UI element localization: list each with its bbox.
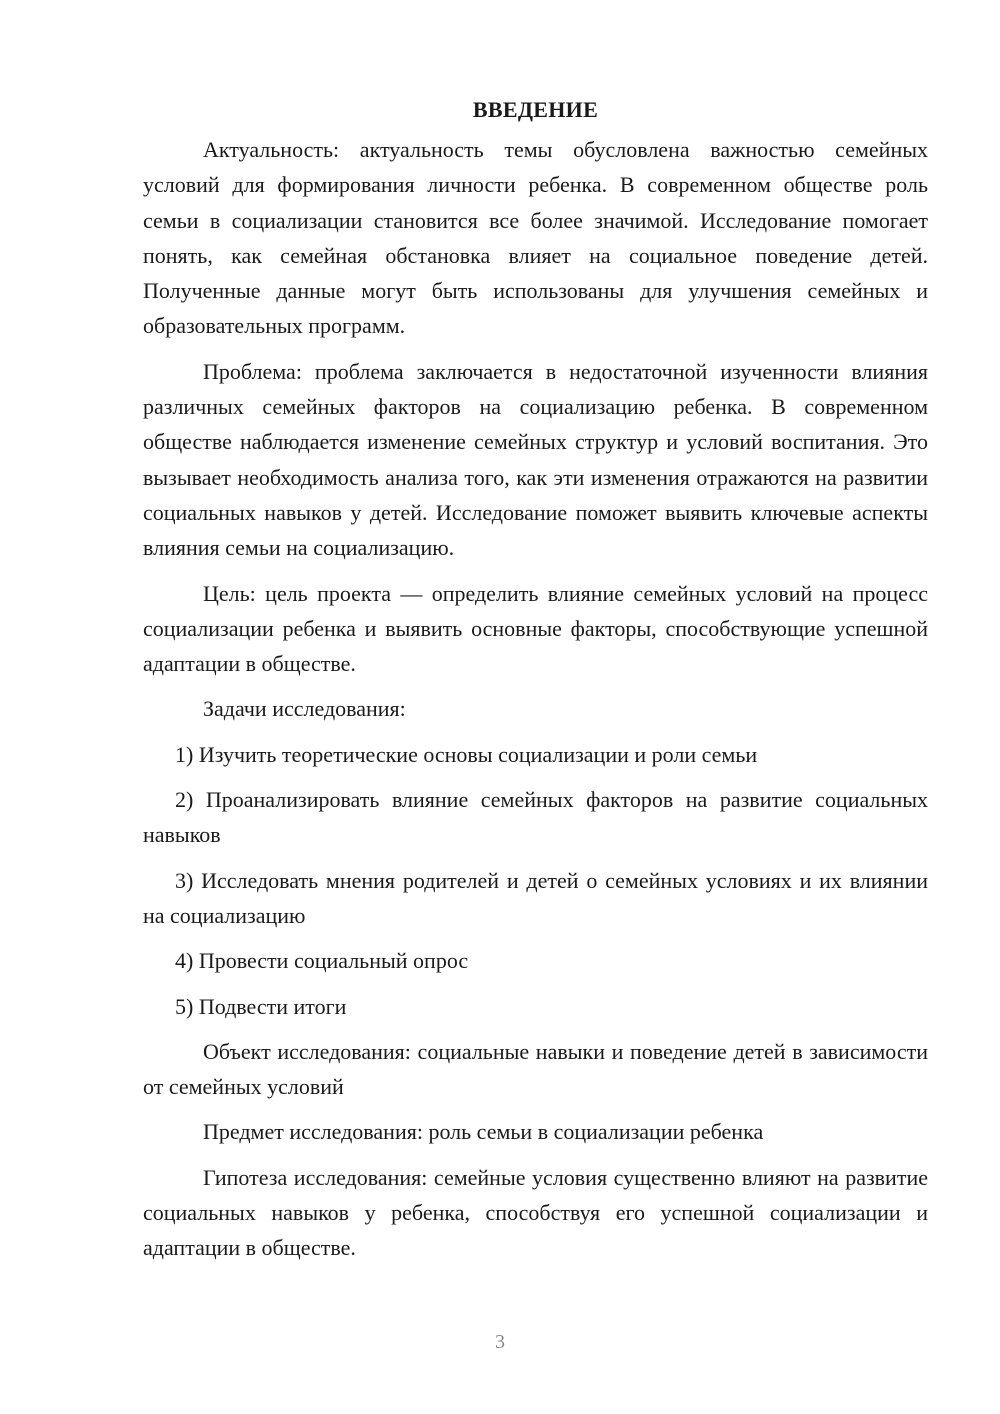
- page-number: 3: [495, 1331, 505, 1353]
- goal-paragraph: Цель: цель проекта — определить влияние семейных условий на процесс социализации ребенка и выявить основные факторы, способствующие успешной адаптации в обществе.: [143, 580, 928, 677]
- subject-paragraph: Предмет исследования: роль семьи в социализации ребенка: [203, 1119, 764, 1145]
- task-item-3: 3) Исследовать мнения родителей и детей о семейных условиях и их влиянии на социализацию: [143, 867, 928, 928]
- relevance-paragraph: Актуальность: актуальность темы обусловлена важностью семейных условий для формирования личности ребенка. В современном обществе роль семьи в социализации становится все более значимой. Исследование помогает понять, как семейная обстановка влияет на социальное поведение детей. Полученные данные могут быть использованы для улучшения семейных и образовательных программ.: [143, 137, 928, 339]
- hypothesis-paragraph: Гипотеза исследования: семейные условия существенно влияют на развитие социальных навыков у ребенка, способствуя его успешной социализации и адаптации в обществе.: [143, 1164, 928, 1261]
- task-item-4: 4) Провести социальный опрос: [175, 948, 469, 974]
- task-item-2: 2) Проанализировать влияние семейных факторов на развитие социальных навыков: [143, 787, 928, 848]
- task-item-5: 5) Подвести итоги: [175, 993, 347, 1019]
- document-page: [143, 92, 928, 1276]
- object-paragraph: Объект исследования: социальные навыки и поведение детей в зависимости от семейных условий: [143, 1038, 928, 1100]
- page-title: ВВЕДЕНИЕ: [472, 97, 599, 122]
- tasks-heading: Задачи исследования:: [203, 696, 406, 722]
- task-item-1: 1) Изучить теоретические основы социализации и роли семьи: [175, 741, 758, 767]
- problem-paragraph: Проблема: проблема заключается в недостаточной изученности влияния различных семейных факторов на социализацию ребенка. В современном обществе наблюдается изменение семейных структур и условий воспитания. Это вызывает необходимость анализа того, как эти изменения отражаются на развитии социальных навыков у детей. Исследование поможет выявить ключевые аспекты влияния семьи на социализацию.: [143, 358, 928, 561]
